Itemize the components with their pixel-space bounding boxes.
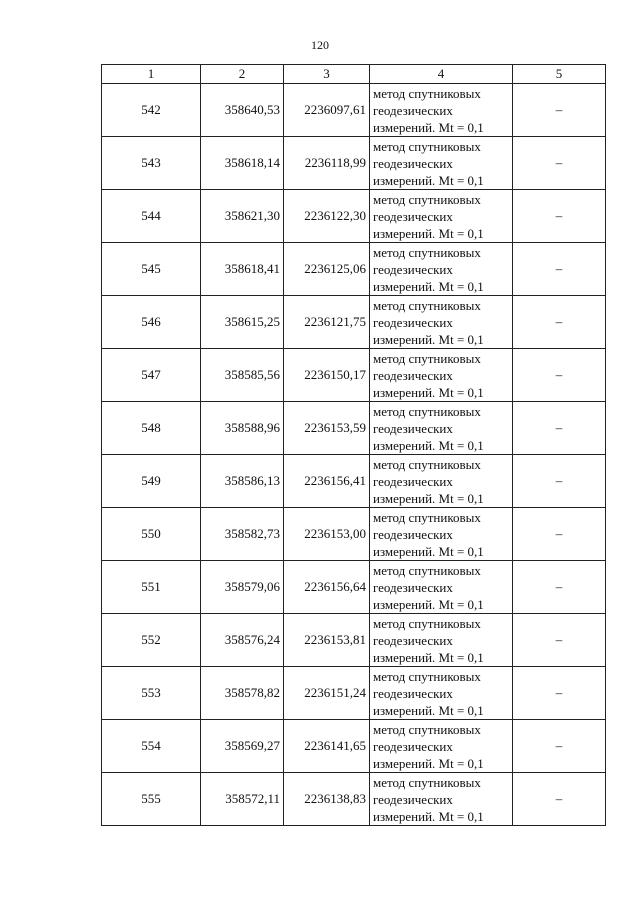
x-coordinate-cell: 358585,56	[201, 349, 284, 402]
x-coordinate-cell: 358618,14	[201, 137, 284, 190]
method-line: геодезических	[373, 738, 453, 754]
y-coordinate-cell: 2236138,83	[284, 773, 370, 826]
x-coordinate-cell: 358569,27	[201, 720, 284, 773]
table-row	[102, 402, 606, 455]
y-coordinate-cell: 2236125,06	[284, 243, 370, 296]
method-line: геодезических	[373, 102, 453, 118]
method-line: метод спутниковых	[373, 244, 481, 260]
column-header-5: 5	[513, 65, 606, 84]
y-coordinate-cell: 2236122,30	[284, 190, 370, 243]
method-line: метод спутниковых	[373, 191, 481, 207]
coordinates-table	[101, 64, 606, 826]
method-line: метод спутниковых	[373, 85, 481, 101]
method-cell	[370, 773, 513, 826]
method-line: измерений. Mt = 0,1	[373, 649, 484, 665]
note-cell: –	[513, 137, 606, 190]
point-number-cell: 551	[102, 561, 201, 614]
y-coordinate-cell: 2236121,75	[284, 296, 370, 349]
table-body	[102, 84, 606, 826]
column-header-3: 3	[284, 65, 370, 84]
point-number-cell: 542	[102, 84, 201, 137]
method-line: геодезических	[373, 420, 453, 436]
note-cell: –	[513, 667, 606, 720]
note-cell: –	[513, 614, 606, 667]
point-number-cell: 545	[102, 243, 201, 296]
method-line: измерений. Mt = 0,1	[373, 119, 484, 135]
method-line: измерений. Mt = 0,1	[373, 225, 484, 241]
method-line: геодезических	[373, 579, 453, 595]
method-line: измерений. Mt = 0,1	[373, 596, 484, 612]
method-line: измерений. Mt = 0,1	[373, 702, 484, 718]
method-line: измерений. Mt = 0,1	[373, 755, 484, 771]
point-number-cell: 548	[102, 402, 201, 455]
note-cell: –	[513, 296, 606, 349]
table-row	[102, 190, 606, 243]
table-row	[102, 773, 606, 826]
note-cell: –	[513, 773, 606, 826]
point-number-cell: 549	[102, 455, 201, 508]
table-row	[102, 84, 606, 137]
method-line: метод спутниковых	[373, 615, 481, 631]
method-line: измерений. Mt = 0,1	[373, 384, 484, 400]
method-line: геодезических	[373, 367, 453, 383]
y-coordinate-cell: 2236118,99	[284, 137, 370, 190]
method-line: измерений. Mt = 0,1	[373, 172, 484, 188]
note-cell: –	[513, 190, 606, 243]
table-row	[102, 508, 606, 561]
x-coordinate-cell: 358579,06	[201, 561, 284, 614]
method-line: метод спутниковых	[373, 774, 481, 790]
x-coordinate-cell: 358618,41	[201, 243, 284, 296]
note-cell: –	[513, 243, 606, 296]
method-cell	[370, 508, 513, 561]
x-coordinate-cell: 358586,13	[201, 455, 284, 508]
table-row	[102, 349, 606, 402]
method-cell	[370, 296, 513, 349]
table-row	[102, 243, 606, 296]
method-cell	[370, 720, 513, 773]
page-number: 120	[311, 38, 329, 52]
y-coordinate-cell: 2236097,61	[284, 84, 370, 137]
method-line: метод спутниковых	[373, 509, 481, 525]
y-coordinate-cell: 2236150,17	[284, 349, 370, 402]
note-cell: –	[513, 402, 606, 455]
x-coordinate-cell: 358588,96	[201, 402, 284, 455]
method-line: метод спутниковых	[373, 297, 481, 313]
table-row	[102, 455, 606, 508]
method-cell	[370, 243, 513, 296]
method-line: измерений. Mt = 0,1	[373, 331, 484, 347]
method-line: геодезических	[373, 791, 453, 807]
method-line: геодезических	[373, 314, 453, 330]
header-row	[102, 65, 606, 84]
note-cell: –	[513, 84, 606, 137]
method-line: геодезических	[373, 155, 453, 171]
x-coordinate-cell: 358640,53	[201, 84, 284, 137]
method-line: метод спутниковых	[373, 138, 481, 154]
table-row	[102, 561, 606, 614]
y-coordinate-cell: 2236156,64	[284, 561, 370, 614]
point-number-cell: 543	[102, 137, 201, 190]
x-coordinate-cell: 358572,11	[201, 773, 284, 826]
method-cell	[370, 137, 513, 190]
method-line: геодезических	[373, 261, 453, 277]
note-cell: –	[513, 508, 606, 561]
method-line: метод спутниковых	[373, 350, 481, 366]
method-cell	[370, 190, 513, 243]
y-coordinate-cell: 2236156,41	[284, 455, 370, 508]
method-line: геодезических	[373, 632, 453, 648]
x-coordinate-cell: 358582,73	[201, 508, 284, 561]
method-line: измерений. Mt = 0,1	[373, 278, 484, 294]
method-cell	[370, 614, 513, 667]
method-line: метод спутниковых	[373, 562, 481, 578]
method-line: геодезических	[373, 473, 453, 489]
point-number-cell: 554	[102, 720, 201, 773]
table-row	[102, 614, 606, 667]
method-line: геодезических	[373, 526, 453, 542]
method-line: метод спутниковых	[373, 456, 481, 472]
point-number-cell: 544	[102, 190, 201, 243]
method-cell	[370, 84, 513, 137]
method-line: измерений. Mt = 0,1	[373, 437, 484, 453]
table-row	[102, 137, 606, 190]
note-cell: –	[513, 455, 606, 508]
column-header-2: 2	[201, 65, 284, 84]
x-coordinate-cell: 358576,24	[201, 614, 284, 667]
x-coordinate-cell: 358621,30	[201, 190, 284, 243]
x-coordinate-cell: 358615,25	[201, 296, 284, 349]
note-cell: –	[513, 561, 606, 614]
method-line: геодезических	[373, 208, 453, 224]
point-number-cell: 552	[102, 614, 201, 667]
y-coordinate-cell: 2236153,00	[284, 508, 370, 561]
method-cell	[370, 667, 513, 720]
note-cell: –	[513, 349, 606, 402]
method-line: метод спутниковых	[373, 668, 481, 684]
y-coordinate-cell: 2236141,65	[284, 720, 370, 773]
method-line: метод спутниковых	[373, 721, 481, 737]
method-line: измерений. Mt = 0,1	[373, 543, 484, 559]
table-row	[102, 667, 606, 720]
note-cell: –	[513, 720, 606, 773]
method-line: измерений. Mt = 0,1	[373, 490, 484, 506]
y-coordinate-cell: 2236151,24	[284, 667, 370, 720]
column-header-4: 4	[370, 65, 513, 84]
method-line: геодезических	[373, 685, 453, 701]
table-row	[102, 296, 606, 349]
method-cell	[370, 349, 513, 402]
table-row	[102, 720, 606, 773]
point-number-cell: 550	[102, 508, 201, 561]
point-number-cell: 555	[102, 773, 201, 826]
column-header-1: 1	[102, 65, 201, 84]
method-cell	[370, 455, 513, 508]
y-coordinate-cell: 2236153,59	[284, 402, 370, 455]
y-coordinate-cell: 2236153,81	[284, 614, 370, 667]
method-cell	[370, 561, 513, 614]
x-coordinate-cell: 358578,82	[201, 667, 284, 720]
point-number-cell: 546	[102, 296, 201, 349]
method-cell	[370, 402, 513, 455]
method-line: измерений. Mt = 0,1	[373, 808, 484, 824]
point-number-cell: 553	[102, 667, 201, 720]
point-number-cell: 547	[102, 349, 201, 402]
method-line: метод спутниковых	[373, 403, 481, 419]
